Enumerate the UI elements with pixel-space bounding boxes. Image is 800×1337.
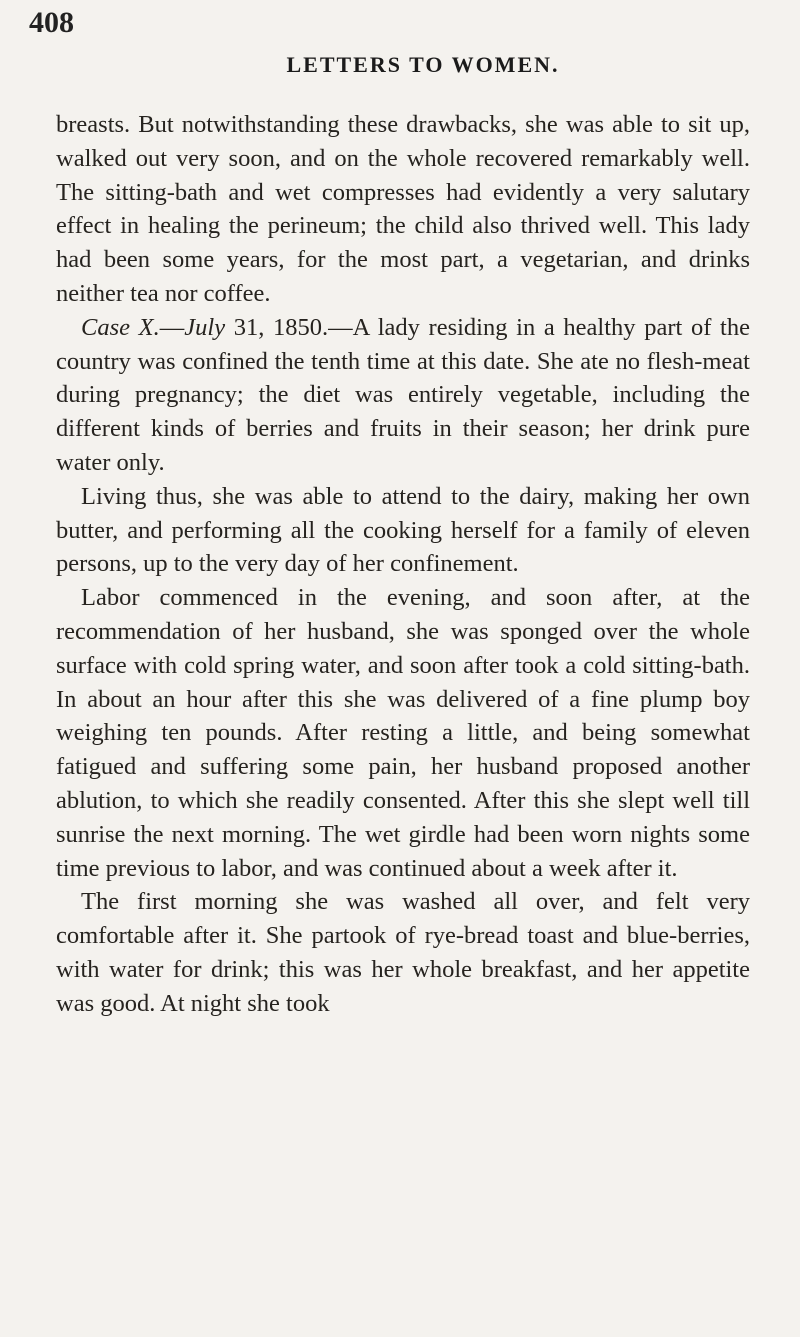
- paragraph-3: Living thus, she was able to attend to the dairy, making her own butter, and performing all the cooking herself for a family of eleven persons, up to the very day of her confinement.: [56, 482, 750, 578]
- paragraph-5: The first morning she was washed all over, and felt very comfortable after it. She partook of rye-bread toast and blue-berries, with water for drink; this was her whole breakfast, and her appetite was good. At night she took: [56, 888, 750, 1017]
- case-date-month: July: [184, 313, 226, 341]
- running-head: [29, 0, 750, 100]
- paragraph-1: breasts. But notwithstanding these drawbacks, she was able to sit up, walked out very soon, and on the whole recovered remarkably well. The sitting-bath and wet compresses had evidently a very salutary effect in healing the perineum; the child also thrived well. This lady had been some years, for the most part, a vegetarian, and drinks neither tea nor coffee.: [56, 111, 750, 307]
- body-text: [56, 108, 750, 1021]
- page-number: 408: [29, 6, 74, 39]
- case-dash: —: [159, 313, 185, 341]
- paragraph-4: Labor commenced in the evening, and soon after, at the recommendation of her husband, she was sponged over the whole surface with cold spring water, and soon after took a cold sitting-bath. In about an hour after this she was delivered of a fine plump boy weighing ten pounds. After resting a little, and being somewhat fatigued and suffering some pain, her husband proposed another ablution, to which she readily consented. After this she slept well till sunrise the next morning. The wet girdle had been worn nights some time previous to labor, and was continued about a week after it.: [56, 584, 750, 882]
- case-label: Case X.: [81, 313, 160, 341]
- paragraph-2: [56, 311, 750, 480]
- running-title: LETTERS TO WOMEN.: [286, 52, 560, 77]
- paragraph-2-text: 31, 1850.—A lady residing in a healthy part of the country was confined the tenth time at this date. She ate no flesh-meat during pregnancy; the diet was entirely vegetable, including the different kinds of berries and fruits in their season; her drink pure water only.: [56, 313, 750, 476]
